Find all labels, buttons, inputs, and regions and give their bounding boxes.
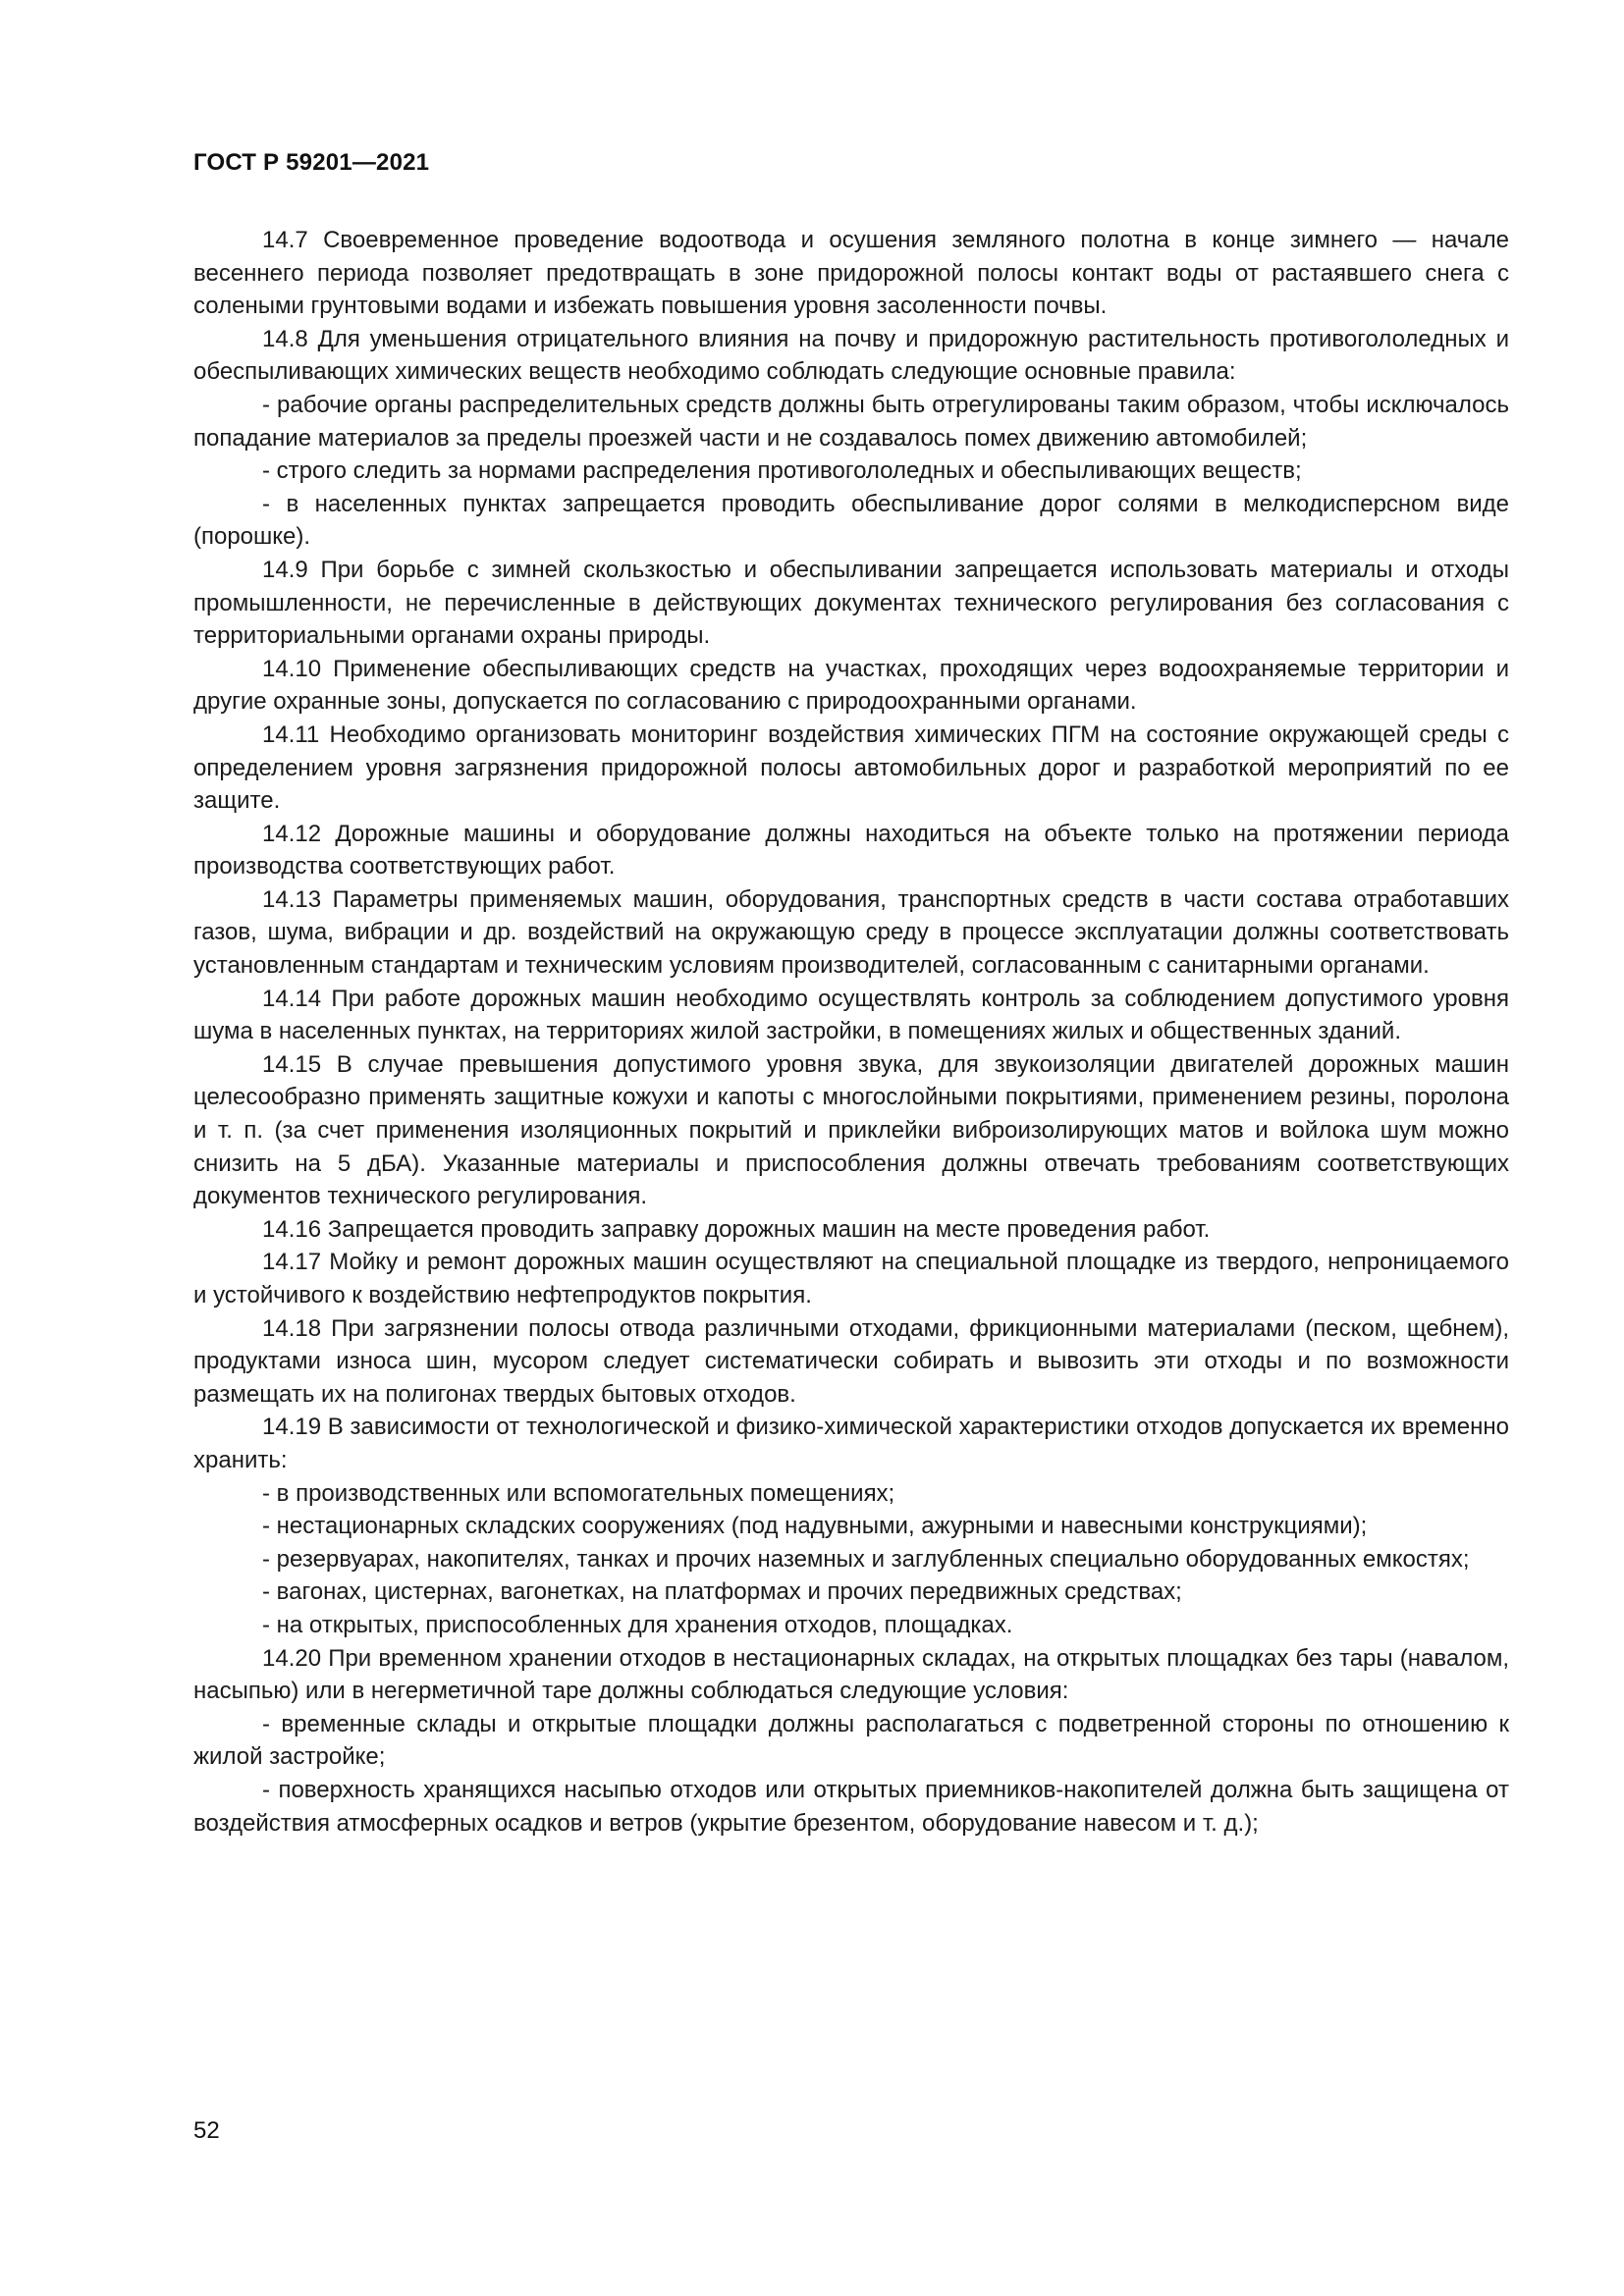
paragraph-14-8: 14.8 Для уменьшения отрицательного влияния на почву и придорожную растительность противогололедных и обеспыливающих химических веществ необходимо соблюдать следующие основные правила: xyxy=(193,325,1509,386)
list-item: - резервуарах, накопителях, танках и прочих наземных и заглубленных специально оборудованных емкостях; xyxy=(262,1545,1470,1573)
list-item: - строго следить за нормами распределения противогололедных и обеспыливающих веществ; xyxy=(262,457,1302,485)
paragraph-14-11: 14.11 Необходимо организовать мониторинг воздействия химических ПГМ на состояние окружающей среды с определением уровня загрязнения придорожной полосы автомобильных дорог и разработкой мероприятий по ее защите. xyxy=(193,721,1509,815)
paragraph-14-9: 14.9 При борьбе с зимней скользкостью и обеспыливании запрещается использовать материалы и отходы промышленности, не перечисленные в действующих документах технического регулирования без согласования с территориальными органами охраны природы. xyxy=(193,556,1509,650)
paragraph-14-17: 14.17 Мойку и ремонт дорожных машин осуществляют на специальной площадке из твердого, непроницаемого и устойчивого к воздействию нефтепродуктов покрытия. xyxy=(193,1249,1509,1308)
list-item: - вагонах, цистернах, вагонетках, на платформах и прочих передвижных средствах; xyxy=(262,1578,1182,1606)
list-item: - в производственных или вспомогательных помещениях; xyxy=(262,1479,895,1507)
document-code-header: ГОСТ Р 59201—2021 xyxy=(193,149,430,176)
list-item: - рабочие органы распределительных средств должны быть отрегулированы таким образом, чтобы исключалось попадание материалов за пределы проезжей части и не создавалось помех движению автомобилей; xyxy=(193,391,1509,452)
paragraph-14-20: 14.20 При временном хранении отходов в нестационарных складах, на открытых площадках без тары (навалом, насыпью) или в негерметичной таре должны соблюдаться следующие условия: xyxy=(193,1644,1509,1705)
list-item: - нестационарных складских сооружениях (под надувными, ажурными и навесными конструкциями); xyxy=(262,1513,1368,1540)
paragraph-14-16: 14.16 Запрещается проводить заправку дорожных машин на месте проведения работ. xyxy=(262,1215,1211,1243)
paragraph-14-12: 14.12 Дорожные машины и оборудование должны находиться на объекте только на протяжении периода производства соответствующих работ. xyxy=(193,820,1509,881)
paragraph-14-7: 14.7 Своевременное проведение водоотвода и осушения земляного полотна в конце зимнего — начале весеннего периода позволяет предотвращать в зоне придорожной полосы контакт воды от растаявшего снега с солеными грунтовыми водами и избежать повышения уровня засоленности почвы. xyxy=(193,227,1509,320)
list-item: - временные склады и открытые площадки должны располагаться с подветренной стороны по отношению к жилой застройке; xyxy=(193,1710,1509,1771)
paragraph-14-14: 14.14 При работе дорожных машин необходимо осуществлять контроль за соблюдением допустимого уровня шума в населенных пунктах, на территориях жилой застройки, в помещениях жилых и общественных зданий. xyxy=(193,985,1509,1045)
list-item: - поверхность хранящихся насыпью отходов или открытых приемников-накопителей должна быть защищена от воздействия атмосферных осадков и ветров (укрытие брезентом, оборудование навесом и т. д.); xyxy=(193,1776,1509,1837)
paragraph-14-10: 14.10 Применение обеспыливающих средств на участках, проходящих через водоохраняемые территории и другие охранные зоны, допускается по согласованию с природоохранными органами. xyxy=(193,655,1509,716)
page-number: 52 xyxy=(193,2117,220,2144)
list-item: - на открытых, приспособленных для хранения отходов, площадках. xyxy=(262,1611,1013,1638)
paragraph-14-13: 14.13 Параметры применяемых машин, оборудования, транспортных средств в части состава отработавших газов, шума, вибрации и др. воздействий на окружающую среду в процессе эксплуатации должны соответствовать установленным стандартам и техническим условиям производителей, согласованным с санитарными органами. xyxy=(193,885,1509,980)
list-item: - в населенных пунктах запрещается проводить обеспыливание дорог солями в мелкодисперсном виде (порошке). xyxy=(193,490,1509,551)
paragraph-14-15: 14.15 В случае превышения допустимого уровня звука, для звукоизоляции двигателей дорожных машин целесообразно применять защитные кожухи и капоты с многослойными покрытиями, применением резины, поролона и т. п. (за счет применения изоляционных покрытий и приклейки виброизолирующих матов и войлока шум можно снизить на 5 дБА). Указанные материалы и приспособления должны отвечать требованиям соответствующих документов технического регулирования. xyxy=(193,1050,1509,1210)
paragraph-14-18: 14.18 При загрязнении полосы отвода различными отходами, фрикционными материалами (песком, щебнем), продуктами износа шин, мусором следует систематически собирать и вывозить эти отходы и по возможности размещать их на полигонах твердых бытовых отходов. xyxy=(193,1314,1509,1408)
paragraph-14-19: 14.19 В зависимости от технологической и физико-химической характеристики отходов допускается их временно хранить: xyxy=(193,1414,1509,1473)
document-body xyxy=(193,224,1509,1840)
